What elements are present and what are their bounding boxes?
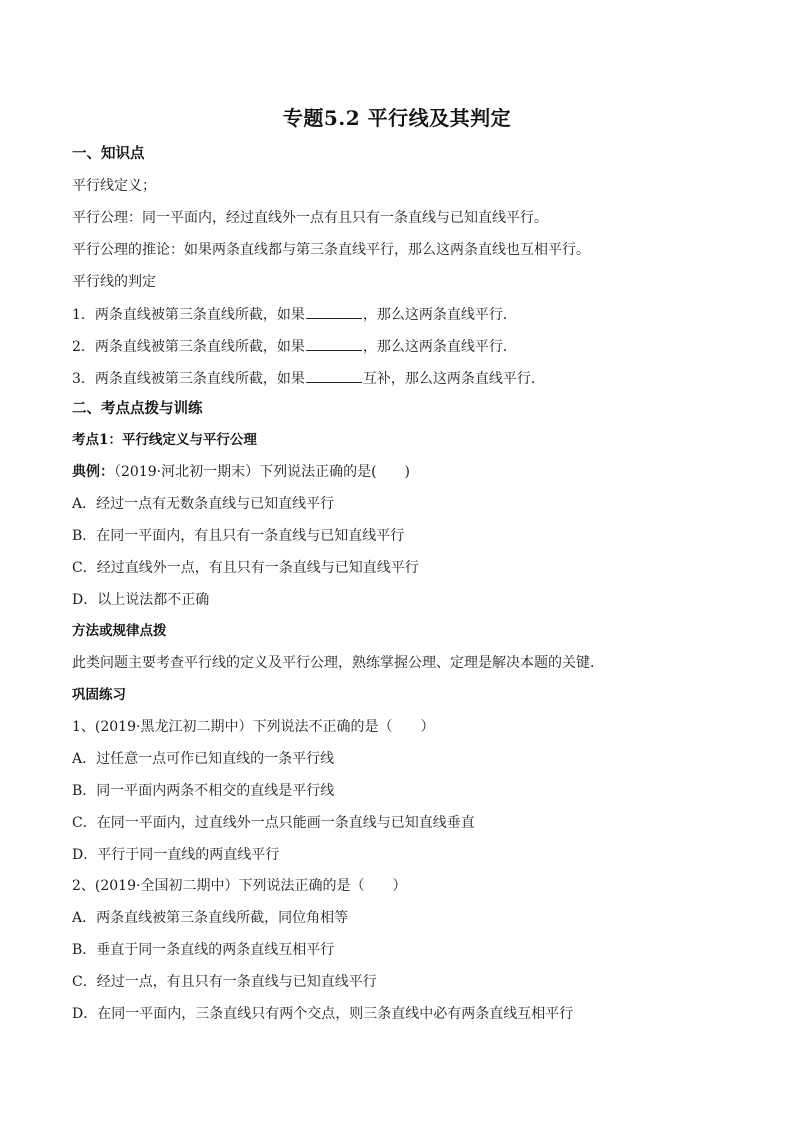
example-question xyxy=(72,463,410,481)
text-definition: 平行线定义； xyxy=(72,178,156,194)
option-item: C．经过直线外一点，有且只有一条直线与已知直线平行 xyxy=(72,560,419,576)
criterion-item xyxy=(72,304,517,324)
option-item: B．在同一平面内，有且只有一条直线与已知直线平行 xyxy=(72,528,405,544)
option-item: B．同一平面内两条不相交的直线是平行线 xyxy=(72,783,335,799)
option-item: D．平行于同一直线的两直线平行 xyxy=(72,847,280,863)
option-item: C．在同一平面内，过直线外一点只能画一条直线与已知直线垂直 xyxy=(72,815,475,831)
criterion-text: ，那么这两条直线平行． xyxy=(362,307,517,323)
text-corollary: 平行公理的推论：如果两条直线都与第三条直线平行，那么这两条直线也互相平行。 xyxy=(72,242,590,258)
criterion-text: 3．两条直线被第三条直线所截，如果 xyxy=(72,371,305,387)
criterion-item xyxy=(72,368,545,388)
criterion-text: ，那么这两条直线平行． xyxy=(362,339,517,355)
option-item: A．经过一点有无数条直线与已知直线平行 xyxy=(72,496,335,512)
text-axiom: 平行公理：同一平面内，经过直线外一点有且只有一条直线与已知直线平行。 xyxy=(72,210,548,226)
criterion-item xyxy=(72,336,517,356)
option-item: D．在同一平面内，三条直线只有两个交点，则三条直线中必有两条直线互相平行 xyxy=(72,1006,574,1022)
question-2: 2、(2019·全国初二期中）下列说法正确的是（ ） xyxy=(72,878,407,894)
page-title: 专题5.2 平行线及其判定 xyxy=(282,106,512,130)
criterion-text: 2．两条直线被第三条直线所截，如果 xyxy=(72,339,305,355)
option-item: A．过任意一点可作已知直线的一条平行线 xyxy=(72,751,335,767)
option-item: D．以上说法都不正确 xyxy=(72,592,210,608)
section-heading-training: 二、考点点拨与训练 xyxy=(72,400,203,417)
example-lead: 典例： xyxy=(72,464,114,480)
option-item: A．两条直线被第三条直线所截，同位角相等 xyxy=(72,910,349,926)
option-item: C．经过一点，有且只有一条直线与已知直线平行 xyxy=(72,974,377,990)
example-text: （2019·河北初一期末）下列说法正确的是( ) xyxy=(114,464,411,480)
practice-title: 巩固练习 xyxy=(72,687,126,703)
criterion-text: 互补，那么这两条直线平行． xyxy=(362,371,545,387)
text-criteria-title: 平行线的判定 xyxy=(72,274,156,290)
fill-blank xyxy=(306,368,362,383)
method-text: 此类问题主要考查平行线的定义及平行公理，熟练掌握公理、定理是解决本题的关键． xyxy=(72,655,604,671)
method-title: 方法或规律点拨 xyxy=(72,623,167,639)
fill-blank xyxy=(306,336,362,351)
criterion-text: 1．两条直线被第三条直线所截，如果 xyxy=(72,307,305,323)
fill-blank xyxy=(306,304,362,319)
section-heading-knowledge: 一、知识点 xyxy=(72,145,145,162)
point-title: 考点1：平行线定义与平行公理 xyxy=(72,432,257,448)
option-item: B．垂直于同一条直线的两条直线互相平行 xyxy=(72,942,335,958)
question-1: 1、(2019·黑龙江初二期中）下列说法不正确的是（ ） xyxy=(72,719,435,735)
